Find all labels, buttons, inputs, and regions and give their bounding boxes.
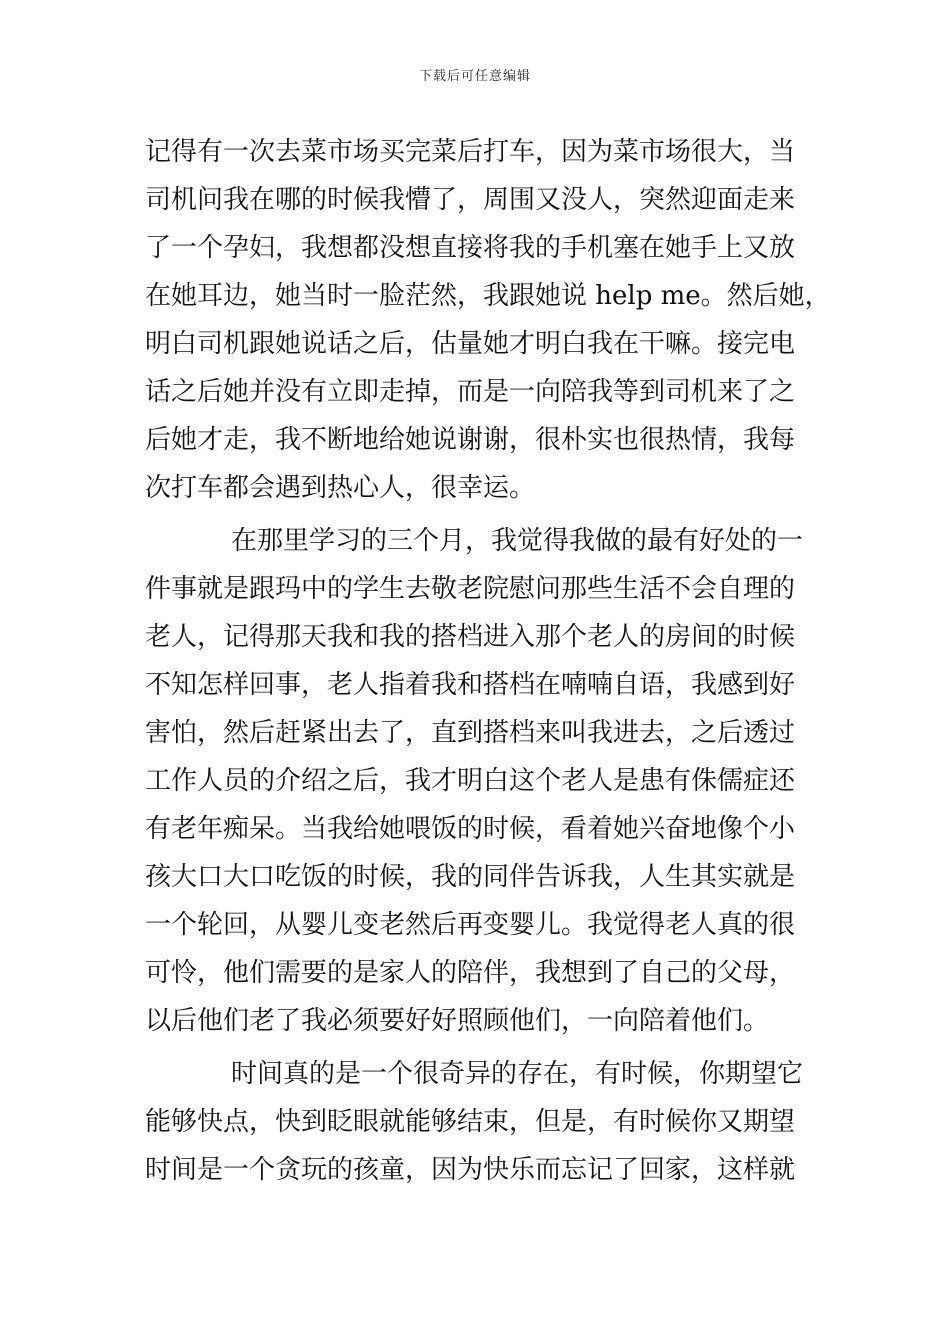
text-line: 一个轮回，从婴儿变老然后再变婴儿。我觉得老人真的很: [145, 910, 796, 940]
text-line: 孩大口大口吃饭的时候，我的同伴告诉我，人生其实就是: [145, 862, 796, 892]
text-line: 明白司机跟她说话之后，估量她才明白我在干嘛。接完电: [145, 329, 796, 359]
text-line: 司机问我在哪的时候我懵了，周围又没人，突然迎面走来: [145, 185, 796, 215]
text-line: 时间真的是一个很奇异的存在，有时候，你期望它: [231, 1059, 804, 1089]
text-line: 记得有一次去菜市场买完菜后打车，因为菜市场很大，当: [145, 137, 796, 167]
text-line: 话之后她并没有立即走掉，而是一向陪我等到司机来了之: [145, 377, 796, 407]
page-header: 下载后可任意编辑: [418, 69, 531, 84]
text-line: 有老年痴呆。当我给她喂饭的时候，看着她兴奋地像个小: [145, 814, 796, 844]
text-line: 不知怎样回事，老人指着我和搭档在喃喃自语，我感到好: [145, 670, 796, 700]
text-line: 工作人员的介绍之后，我才明白这个老人是患有侏儒症还: [145, 766, 796, 796]
paragraph-3: [145, 1050, 817, 1194]
text-line: 在她耳边，她当时一脸茫然，我跟她说 help me。然后她，: [145, 281, 831, 311]
text-line: 时间是一个贪玩的孩童，因为快乐而忘记了回家，这样就: [145, 1155, 796, 1185]
text-line: 以后他们老了我必须要好好照顾他们，一向陪着他们。: [145, 1006, 770, 1036]
text-line: 了一个孕妇，我想都没想直接将我的手机塞在她手上又放: [145, 233, 796, 263]
text-line: 次打车都会遇到热心人，很幸运。: [145, 473, 536, 503]
text-line: 可怜，他们需要的是家人的陪伴，我想到了自己的父母，: [145, 958, 796, 988]
text-line: 件事就是跟玛中的学生去敬老院慰问那些生活不会自理的: [145, 574, 796, 604]
text-line: 后她才走，我不断地给她说谢谢，很朴实也很热情，我每: [145, 425, 796, 455]
paragraph-1: [145, 128, 831, 512]
text-line: 能够快点，快到眨眼就能够结束，但是，有时候你又期望: [145, 1107, 796, 1137]
text-line: 老人，记得那天我和我的搭档进入那个老人的房间的时候: [145, 622, 796, 652]
text-line: 在那里学习的三个月，我觉得我做的最有好处的一: [231, 526, 804, 556]
paragraph-2: [145, 517, 817, 1045]
body-text: [145, 128, 831, 1194]
text-line: 害怕，然后赶紧出去了，直到搭档来叫我进去，之后透过: [145, 718, 796, 748]
